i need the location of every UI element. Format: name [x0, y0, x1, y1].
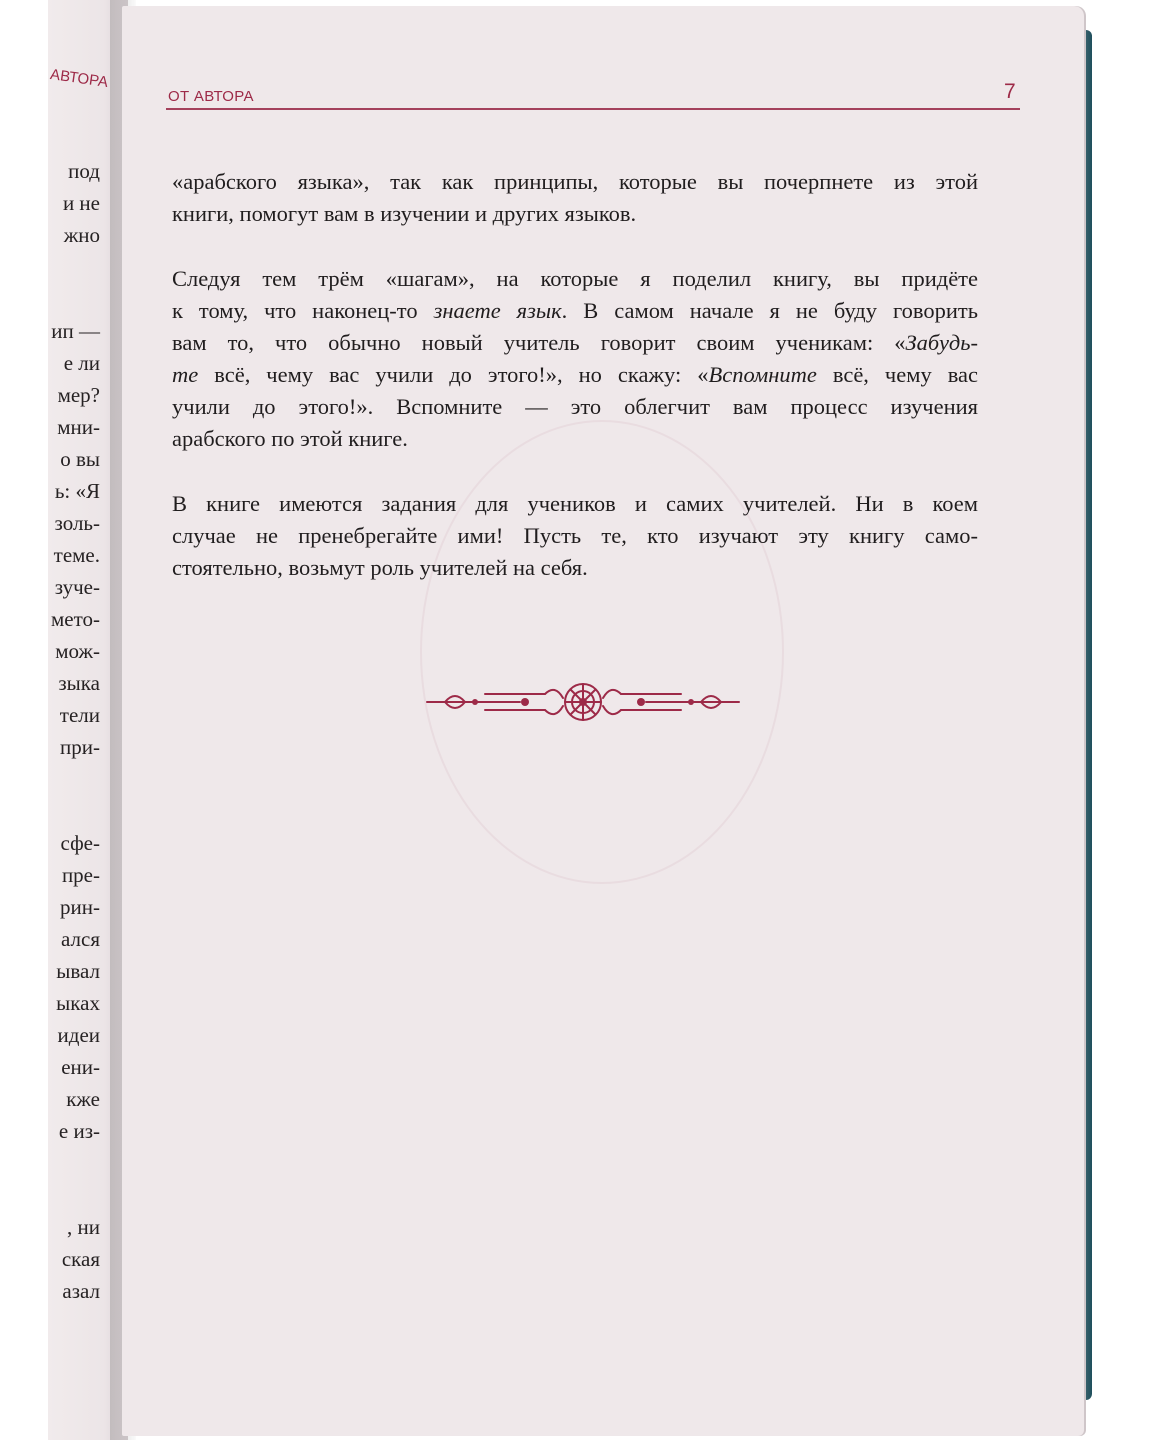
text-run: случае не пренебрегайте ими! Пусть те, кто изучают эту книгу само-	[172, 523, 978, 548]
previous-page-line: мож-	[55, 639, 100, 663]
floral-divider-icon	[425, 672, 741, 732]
text-line	[172, 391, 978, 423]
italic-text: знаете язык	[433, 298, 562, 323]
previous-page-line	[48, 1147, 100, 1179]
text-line	[172, 327, 978, 359]
previous-page-line: теме.	[53, 543, 100, 567]
text-run: книги, помогут вам в изучении и других языков.	[172, 201, 637, 226]
page-number: 7	[1004, 80, 1016, 103]
previous-page-line: рин-	[60, 895, 100, 919]
header-rule	[166, 108, 1020, 110]
previous-page-line: ывал	[56, 959, 100, 983]
text-line	[172, 552, 978, 584]
text-run: стоятельно, возьмут роль учителей на себя.	[172, 555, 588, 580]
text-line	[172, 198, 978, 230]
previous-page-line: е ли	[63, 351, 100, 375]
text-run: к тому, что наконец-то	[172, 298, 434, 323]
previous-page-line: под	[68, 159, 100, 183]
text-line	[172, 295, 978, 327]
previous-page-line: зуче-	[54, 575, 100, 599]
previous-page-line: азал	[62, 1279, 100, 1303]
previous-page-line	[48, 251, 100, 283]
text-line	[172, 359, 978, 391]
previous-page-line	[48, 763, 100, 795]
previous-page-line: ени-	[61, 1055, 100, 1079]
previous-page-line: зыка	[58, 671, 100, 695]
text-run: Следуя тем трём «шагам», на которые я поделил книгу, вы придёте	[172, 266, 978, 291]
text-run: . В самом начале я не буду говорить	[561, 298, 978, 323]
text-run: вам то, что обычно новый учитель говорит своим ученикам: «	[172, 330, 906, 355]
text-line	[172, 488, 978, 520]
body-text	[172, 166, 978, 617]
previous-page-line: и не	[62, 191, 100, 215]
running-head: ОТ АВТОРА	[168, 88, 254, 105]
paragraph	[172, 263, 978, 455]
text-line	[172, 423, 978, 455]
previous-page-line: мер?	[57, 383, 100, 407]
text-run: арабского по этой книге.	[172, 426, 408, 451]
previous-page-line	[48, 1179, 100, 1211]
text-run: В книге имеются задания для учеников и самих учителей. Ни в коем	[172, 491, 978, 516]
paragraph	[172, 488, 978, 584]
text-line	[172, 166, 978, 198]
previous-page-line: пре-	[61, 863, 100, 887]
previous-page-line: при-	[60, 735, 100, 759]
italic-text: Вспомните	[708, 362, 817, 387]
text-run: учили до этого!». Вспомните — это облегчит вам процесс изучения	[172, 394, 978, 419]
previous-page-line: кже	[66, 1087, 100, 1111]
previous-page-line: е из-	[58, 1119, 100, 1143]
previous-page-line: мето-	[50, 607, 100, 631]
previous-page-line: ип —	[51, 319, 100, 343]
previous-page-line: ыках	[56, 991, 100, 1015]
previous-page-line	[48, 795, 100, 827]
previous-page-line: жно	[63, 223, 100, 247]
italic-text: Забудь-	[905, 330, 978, 355]
italic-text: те	[172, 362, 199, 387]
text-line	[172, 263, 978, 295]
previous-page-line: тели	[59, 703, 100, 727]
previous-page-line: о вы	[60, 447, 100, 471]
previous-page-line: сфе-	[60, 831, 100, 855]
paragraph	[172, 166, 978, 230]
text-run: всё, чему вас	[816, 362, 978, 387]
text-line	[172, 520, 978, 552]
previous-page-line: золь-	[54, 511, 100, 535]
previous-page-line: ская	[61, 1247, 100, 1271]
text-run: «арабского языка», так как принципы, которые вы почерпнете из этой	[172, 169, 978, 194]
previous-page-line: ался	[61, 927, 100, 951]
previous-page-running-head: АВТОРА	[49, 66, 110, 91]
previous-page-line	[48, 283, 100, 315]
text-run: всё, чему вас учили до этого!», но скажу: «	[198, 362, 709, 387]
previous-page-line: идеи	[57, 1023, 100, 1047]
previous-page-text	[48, 155, 100, 1307]
previous-page-line: , ни	[67, 1215, 100, 1239]
previous-page-line: ь: «Я	[54, 479, 100, 503]
previous-page-line: мни-	[57, 415, 100, 439]
